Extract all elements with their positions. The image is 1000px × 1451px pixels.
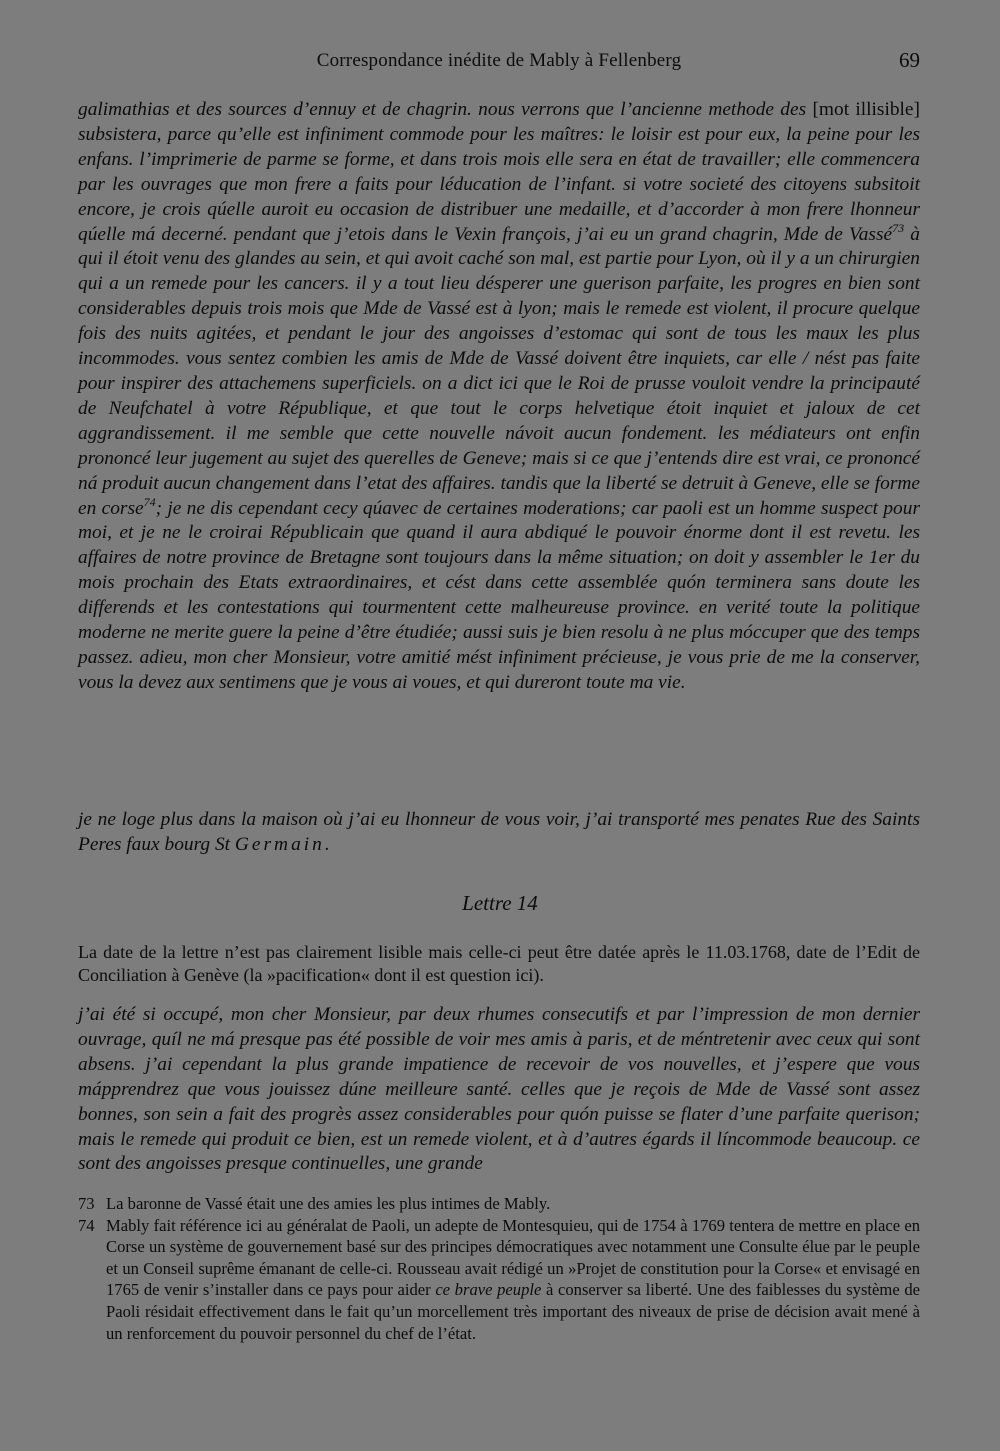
body-text-part-2: subsistera, parce qu’elle est infiniment commode pour les maîtres: le loisir est pour eux, la peine pour les enfans. l’imprimerie de parme se forme, et dans trois mois elle sera en état de travailler; elle commencera par les ouvrages que mon frere a faits pour léducation de l’infant. si votre societé des citoyens subsitoit encore, je crois qúelle auroit eu occasion de distribuer une medaille, et d’accorder à mon frere lhonneur qúelle má decerné. pendant que j’etois dans le Vexin françois, j’ai eu un grand chagrin, Mde de Vassé <box>78 123 920 245</box>
footnote-emphasis: ce brave peuple <box>435 1280 542 1300</box>
letter-heading: Lettre 14 <box>462 891 538 915</box>
body-text-part-3: à qui il étoit venu des glandes au sein, et qui avoit caché son mal, est partie pour Lyon, où il y a un chirurgien qui a un remede pour les cancers. il y a tout lieu désperer une guerison parfaite, les progres en bien sont considerables depuis trois mois que Mde de Vassé est à lyon; mais le remede est violent, il procure quelque fois des nuits agitées, et pendant le jour des angoisses d’estomac qui sont de tous les maux les plus incommodes. vous sentez combien les amis de Mde de Vassé doivent être inquiets, car elle / nést pas faite pour inspirer des attachemens superficiels. on a dict ici que le Roi de prusse vouloit vendre la principauté de Neufchatel à votre République, et que tout le corps helvetique étoit inquiet et jaloux de cet aggrandissement. il me semble que cette nouvelle návoit aucun fondement. les médiateurs ont enfin prononcé leur jugement au sujet des querelles de Geneve; mais si ce que j’entends dire est vrai, ce prononcé ná produit aucun changement dans l’etat des affaires. tandis que la liberté se detruit à Geneve, elle se forme en corse <box>78 223 920 519</box>
illegible-word-note: [mot illisible] <box>812 99 920 120</box>
postscript <box>78 808 920 858</box>
letter-14-text: j’ai été si occupé, mon cher Monsieur, par deux rhumes consecutifs et par l’impression de mon dernier ouvrage, quíl ne má presque pas été possible de voir mes amis à paris, et de méntretenir avec ceux qui sont absens. j’ai cependant la plus grande impatience de recevoir de vos nouvelles, et j’espere que vous mápprendrez que vous jouissez dúne meilleure santé. celles que je reçois de Mde de Vassé sont assez bonnes, son sein a fait des progrès assez considerables pour quón puisse se flater d’une parfaite querison; mais le remede qui produit ce bien, est un remede violent, et à d’autres égards il líncommode beaucoup. ce sont des angoisses presque continuelles, une grande <box>78 1004 920 1175</box>
footnote-ref-73: 73 <box>892 220 905 235</box>
footnote-73 <box>78 1193 920 1215</box>
editorial-intro: La date de la lettre n’est pas clairement lisible mais celle-ci peut être datée après le 11.03.1768, date de l’Edit de Conciliation à Genève (la »pacification« dont il est question ici). <box>78 942 920 985</box>
running-title: Correspondance inédite de Mably à Fellenberg <box>316 50 682 71</box>
footnote-text: Mably fait référence ici au généralat de Paoli, un adepte de Montesquieu, qui de 1754 à 1769 tentera de mettre en place en Corse un système de gouvernement basé sur des principes démocratiques avec notamment une Consulte élue par le peuple et un Conseil suprême émanant de celle-ci. Rousseau avait rédigé un »Projet de constitution pour la Corse« et envisagé en 1765 de venir s’installer dans ce pays pour aider <box>106 1215 920 1300</box>
body-text-part-4: ; je ne dis cependant cecy qúavec de certaines moderations; car paoli est un homme suspect pour moi, et je ne le croirai Républicain que quand il aura abdiqué le pouvoir énorme dont il est revetu. les affaires de notre province de Bretagne sont toujours dans la même situation; on doit y assembler le 1er du mois prochain des Etats extraordinaires, et cést dans cette assemblée quón terminera sans doute les differends et les contestations qui tourmentent cette malheureuse province. en verité toute la politique moderne ne merite guere la peine d’être étudiée; aussi suis je bien resolu à ne plus móccuper que des temps passez. adieu, mon cher Monsieur, votre amitié mést infiniment précieuse, je vous prie de me la conserver, vous la devez aux sentimens que je vous ai voues, et qui dureront toute ma vie. <box>78 497 920 693</box>
footnote-ref-74: 74 <box>143 494 156 509</box>
letter-13-continuation <box>78 98 920 696</box>
postscript-text: je ne loge plus dans la maison où j’ai eu lhonneur de vous voir, j’ai transporté mes penates Rue des Saints Peres faux bourg St <box>78 809 920 855</box>
footnote-text: La baronne de Vassé était une des amies les plus intimes de Mably. <box>106 1194 551 1213</box>
footnote-number: 73 <box>78 1194 95 1213</box>
footnotes <box>78 1193 920 1344</box>
postscript-spaced-word: Germain. <box>234 833 333 855</box>
footnote-74 <box>78 1215 920 1345</box>
body-text-part-1: galimathias et des sources d’ennuy et de chagrin. nous verrons que l’ancienne methode des <box>78 99 813 120</box>
footnote-number: 74 <box>78 1215 95 1235</box>
page-header <box>78 50 920 78</box>
page-number: 69 <box>899 48 920 72</box>
footnote-text-cont: à conserver sa liberté. Une des faiblesses du système de Paoli résidait effectivement dans le fait qu’un morcellement très important des niveaux de prise de décision avait mené à un renforcement du pouvoir personnel du chef de l’état. <box>106 1280 920 1343</box>
